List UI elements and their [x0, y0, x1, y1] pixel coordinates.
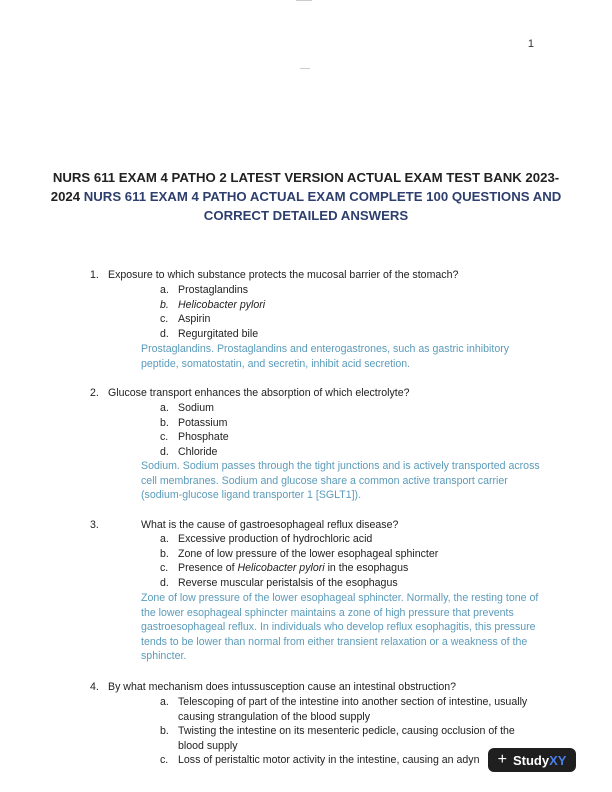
question-number: 2. [90, 387, 99, 399]
option-a: a. Sodium [160, 402, 214, 414]
plus-icon: + [497, 751, 507, 768]
option-a: a. Excessive production of hydrochloric acid [160, 533, 373, 545]
header-mark [300, 68, 310, 69]
question-number: 3. [90, 519, 99, 531]
options-4 [160, 695, 532, 768]
answer-1: Prostaglandins. Prostaglandins and enterogastrones, such as gastric inhibitory peptide, somatostatin, and secretin, inhibit acid secretion. [141, 343, 510, 370]
badge-suffix: XY [549, 752, 567, 768]
option-c: c. Loss of peristaltic motor activity in the intestine, causing an adyn [160, 754, 480, 767]
option-b: b. Zone of low pressure of the lower esophageal sphincter [160, 547, 439, 560]
badge-brand: Study [512, 752, 550, 768]
option-d: d. Regurgitated bile [160, 327, 259, 340]
studyxy-badge[interactable] [488, 748, 576, 772]
answer-2: Sodium. Sodium passes through the tight junctions and is actively transported across cell membranes. Sodium and glucose share a common active transport carrier (sodium-glucose ligand transporter 1 [SGLT1]). [141, 460, 540, 502]
options-2 [160, 401, 540, 459]
options-3 [160, 532, 540, 590]
option-c: c. Presence of Helicobacter pylori in the esophagus [160, 562, 409, 575]
top-mark [296, 0, 312, 1]
question-stem: Exposure to which substance protects the mucosal barrier of the stomach? [108, 269, 459, 281]
options-1 [160, 283, 540, 341]
option-d: d. Chloride [160, 445, 218, 458]
document-title [40, 168, 572, 225]
option-b: b. Helicobacter pylori [160, 298, 266, 311]
answer-3: Zone of low pressure of the lower esophageal sphincter. Normally, the resting tone of the lower esophageal sphincter maintains a zone of high pressure that prevents gastroesophageal reflux. In individuals who develop reflux esophagitis, this pressure tends to be lower than normal from either transient relaxation or a weakness of the sphincter. [141, 592, 539, 663]
question-number: 4. [90, 681, 99, 693]
question-stem: By what mechanism does intussusception cause an intestinal obstruction? [108, 681, 457, 693]
option-b: b. Twisting the intestine on its mesenteric pedicle, causing occlusion of the blood supply [160, 725, 515, 752]
option-d: d. Reverse muscular peristalsis of the esophagus [160, 576, 398, 589]
title-part-1: NURS 611 EXAM 4 PATHO 2 LATEST VERSION ACTUAL EXAM TEST BANK 2023-2024 [50, 170, 560, 204]
title-part-2: NURS 611 EXAM 4 PATHO ACTUAL EXAM COMPLETE 100 QUESTIONS AND CORRECT DETAILED ANSWERS [83, 189, 562, 223]
option-c: c. Phosphate [160, 431, 229, 444]
question-stem: Glucose transport enhances the absorption of which electrolyte? [108, 387, 410, 399]
option-c: c. Aspirin [160, 313, 211, 326]
option-a: a. Telescoping of part of the intestine into another section of intestine, usually causing strangulation of the blood supply [160, 696, 528, 723]
option-b: b. Potassium [160, 416, 228, 429]
option-a: a. Prostaglandins [160, 284, 249, 296]
question-number: 1. [90, 269, 99, 281]
page-number: 1 [527, 38, 534, 50]
question-stem: What is the cause of gastroesophageal reflux disease? [141, 519, 399, 531]
